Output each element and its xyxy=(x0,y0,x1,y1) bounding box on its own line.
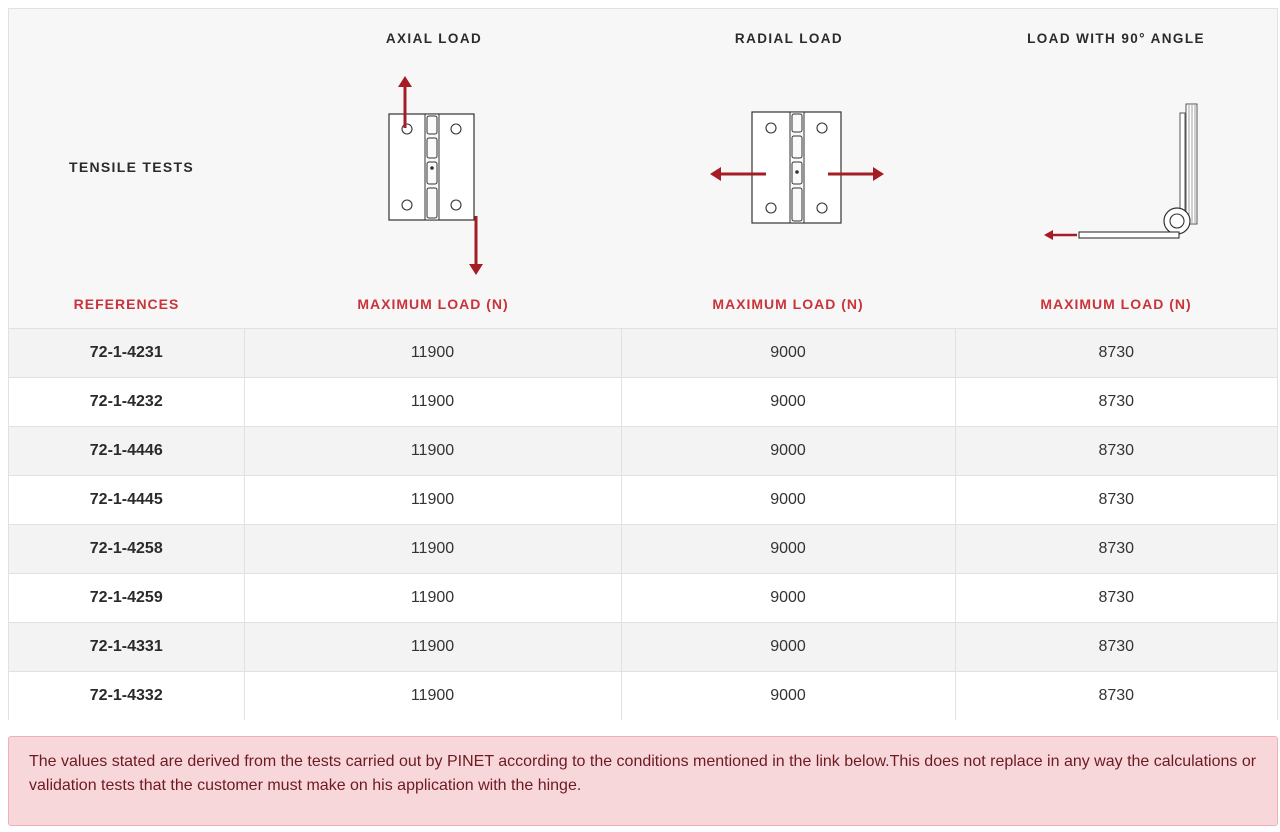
disclaimer-notice xyxy=(8,736,1278,826)
angle-max-load-heading: MAXIMUM LOAD (N) xyxy=(1040,296,1192,312)
tensile-tests-table xyxy=(8,8,1278,720)
radial-value-cell: 9000 xyxy=(621,623,955,672)
radial-value-cell: 9000 xyxy=(621,476,955,525)
angle-value-cell: 8730 xyxy=(955,574,1277,623)
reference-cell: 72-1-4231 xyxy=(9,329,244,378)
table-row xyxy=(9,329,1277,378)
axial-value-cell: 11900 xyxy=(244,329,621,378)
axial-value-cell: 11900 xyxy=(244,378,621,427)
reference-cell: 72-1-4446 xyxy=(9,427,244,476)
radial-value-cell: 9000 xyxy=(621,525,955,574)
reference-cell: 72-1-4232 xyxy=(9,378,244,427)
axial-value-cell: 11900 xyxy=(244,427,621,476)
reference-cell: 72-1-4259 xyxy=(9,574,244,623)
radial-max-load-heading: MAXIMUM LOAD (N) xyxy=(712,296,864,312)
radial-value-cell: 9000 xyxy=(621,378,955,427)
angle-load-diagram xyxy=(1039,101,1209,241)
axial-load-heading: AXIAL LOAD xyxy=(385,31,483,46)
axial-load-diagram xyxy=(369,64,509,274)
radial-value-cell: 9000 xyxy=(621,427,955,476)
angle-value-cell: 8730 xyxy=(955,672,1277,721)
axial-value-cell: 11900 xyxy=(244,672,621,721)
table-row xyxy=(9,623,1277,672)
angle-value-cell: 8730 xyxy=(955,329,1277,378)
table-row xyxy=(9,378,1277,427)
angle-load-heading: LOAD WITH 90° ANGLE xyxy=(1027,31,1205,46)
reference-cell: 72-1-4258 xyxy=(9,525,244,574)
axial-value-cell: 11900 xyxy=(244,574,621,623)
axial-value-cell: 11900 xyxy=(244,476,621,525)
references-heading: REFERENCES xyxy=(73,296,180,312)
radial-value-cell: 9000 xyxy=(621,329,955,378)
angle-value-cell: 8730 xyxy=(955,623,1277,672)
table-row xyxy=(9,672,1277,721)
disclaimer-text: The values stated are derived from the tests carried out by PINET according to the conditions mentioned in the link below.This does not replace in any way the calculations or validation tests that the customer must make on his application with the hinge. xyxy=(29,753,1257,794)
table-row xyxy=(9,574,1277,623)
angle-value-cell: 8730 xyxy=(955,427,1277,476)
axial-value-cell: 11900 xyxy=(244,623,621,672)
reference-cell: 72-1-4331 xyxy=(9,623,244,672)
table-row xyxy=(9,525,1277,574)
angle-value-cell: 8730 xyxy=(955,378,1277,427)
radial-load-heading: RADIAL LOAD xyxy=(734,31,844,46)
table-row xyxy=(9,476,1277,525)
table-header xyxy=(9,9,1277,328)
radial-value-cell: 9000 xyxy=(621,574,955,623)
table-row xyxy=(9,427,1277,476)
radial-value-cell: 9000 xyxy=(621,672,955,721)
reference-cell: 72-1-4332 xyxy=(9,672,244,721)
angle-value-cell: 8730 xyxy=(955,525,1277,574)
tensile-tests-label: TENSILE TESTS xyxy=(69,159,195,175)
load-values-table xyxy=(9,328,1277,720)
radial-load-diagram xyxy=(709,109,889,229)
reference-cell: 72-1-4445 xyxy=(9,476,244,525)
angle-value-cell: 8730 xyxy=(955,476,1277,525)
axial-value-cell: 11900 xyxy=(244,525,621,574)
axial-max-load-heading: MAXIMUM LOAD (N) xyxy=(357,296,509,312)
